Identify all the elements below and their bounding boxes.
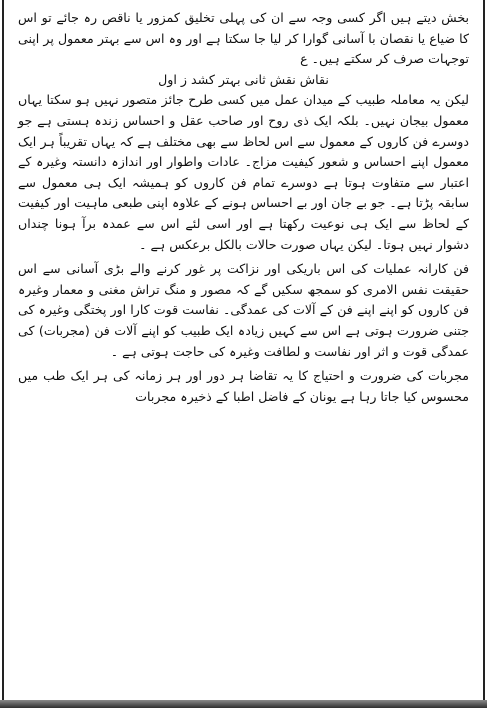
paragraph-4: مجربات کی ضرورت و احتیاج کا یہ تقاضا ہر دور اور ہر زمانہ کی ہر ایک طب میں محسوس کیا جاتا رہا ہے یونان کے فاضل اطبا کے ذخیرہ مجربات — [18, 368, 469, 404]
paragraph-1: بخش دیتے ہیں اگر کسی وجہ سے ان کی پہلی تخلیق کمزور یا ناقص رہ جائے تو اس کا ضیاع یا نقصان با آسانی گوارا کر لیا جا سکتا ہے اور وہ اس سے بہتر معمول پر اپنی توجہات صرف کر سکتے ہیں۔ ع — [18, 10, 469, 67]
left-border-line — [2, 0, 4, 700]
urdu-text-column — [18, 8, 469, 694]
verse-line: نقاش نقش ثانی بہتر کشد ز اول — [158, 71, 329, 87]
right-border-line — [483, 0, 485, 700]
paragraph-3: فن کارانہ عملیات کی اس باریکی اور نزاکت پر غور کرنے والے بڑی آسانی سے اس حقیقت نفس الامری کو سمجھ سکیں گے کہ مصور و منگ تراش مغنی و معمار وغیرہ فن کاروں کو اپنے اپنے فن کے آلات کی عمدگی۔ نفاست قوت کارا اور پختگی وغیرہ کی جتنی ضرورت ہوتی ہے اس سے کہیں زیادہ ایک طبیب کو اپنے آلات فن (مجربات) کی عمدگی قوت و اثر اور نفاست و لطافت وغیرہ کی حاجت ہوتی ہے ۔ — [18, 261, 469, 359]
bottom-scan-edge — [0, 700, 487, 708]
paragraph-2: لیکن یہ معاملہ طبیب کے میدان عمل میں کسی طرح جائز متصور نہیں ہو سکتا یہاں معمول بیجان نہیں۔ بلکہ ایک ذی روح اور صاحب عقل و احساس زندہ ہستی ہے جو دوسرے فن کاروں کے معمول سے اس لحاظ سے بھی مختلف ہے کہ یہاں تقریباً ہر ایک معمول اپنے احساس و شعور کیفیت مزاج۔ عادات واطوار اور اندازہ دانستہ وغیرہ کے اعتبار سے متفاوت ہوتا ہے دوسرے تمام فن کاروں کو ہمیشہ ایک ہی معمول سے سابقہ پڑتا ہے۔ جو بے جان اور بے احساس ہونے کے علاوہ اپنی طبعی ماہیت اور کیفیت کے لحاظ سے ایک ہی نوعیت رکھتا ہے اور اسی لئے اس سے عمدہ برآ ہونا چنداں دشوار نہیں ہوتا۔ لیکن یہاں صورت حالات بالکل برعکس ہے ۔ — [18, 92, 469, 252]
